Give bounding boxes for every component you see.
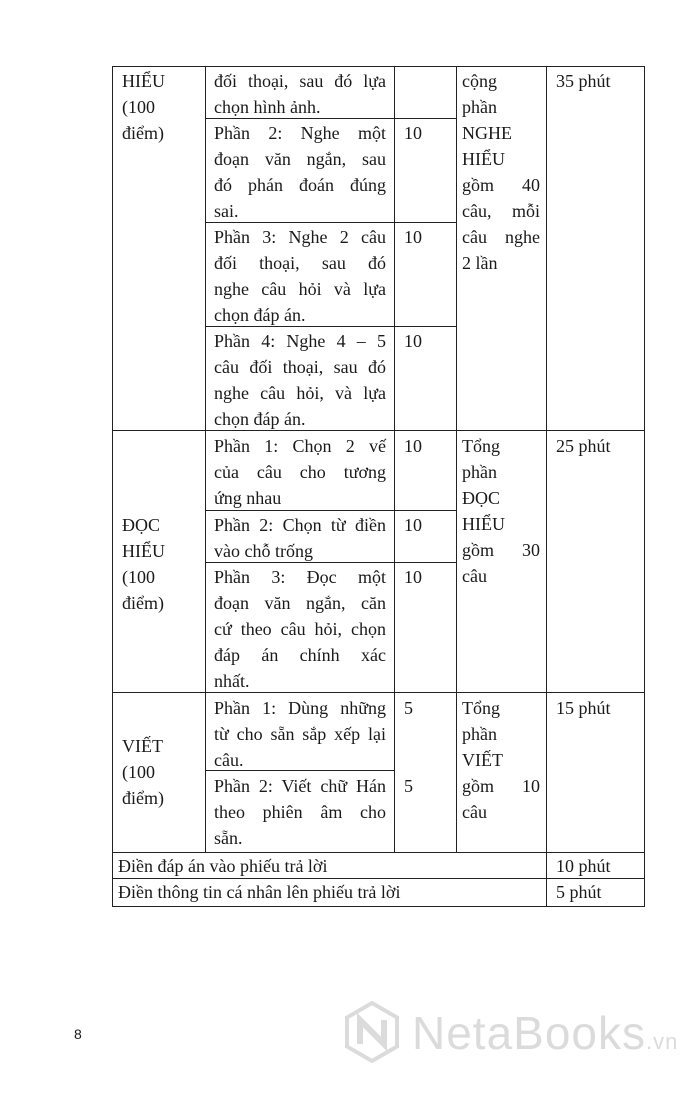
section-time: 25 phút — [556, 436, 611, 456]
extra-row-time: 5 phút — [556, 882, 602, 902]
section-time: 35 phút — [556, 71, 611, 91]
part-description: Phần 1: Dùng những từ cho sẵn sắp xếp lại câu. — [214, 698, 386, 770]
section-total: Tổng phần ĐỌC HIỂU gồm 30 câu — [462, 436, 540, 586]
column-divider — [205, 66, 206, 852]
part-description: Phần 4: Nghe 4 – 5 câu đối thoại, sau đó nghe câu hỏi, và lựa chọn đáp án. — [214, 331, 386, 429]
section-total: Tổng phần VIẾT gồm 10 câu — [462, 698, 540, 822]
part-description: Phần 2: Viết chữ Hán theo phiên âm cho sẵn. — [214, 776, 386, 848]
part-description: Phần 1: Chọn 2 vế của câu cho tương ứng nhau — [214, 436, 386, 508]
watermark-suffix: .vn — [646, 1029, 679, 1054]
netabooks-logo-icon — [340, 1000, 404, 1064]
question-count: 10 — [404, 436, 422, 456]
column-divider — [546, 66, 547, 907]
watermark-text — [412, 1006, 678, 1060]
part-description: Phần 2: Nghe một đoạn văn ngắn, sau đó phán đoán đúng sai. — [214, 123, 386, 221]
section-name-listening: HIỂU (100 điểm) — [122, 71, 165, 143]
part-description: Phần 2: Chọn từ điền vào chỗ trống — [214, 515, 386, 561]
extra-row-label: Điền thông tin cá nhân lên phiếu trả lời — [118, 882, 401, 902]
column-divider — [456, 66, 457, 852]
question-count: 10 — [404, 123, 422, 143]
section-time: 15 phút — [556, 698, 611, 718]
part-description: Phần 3: Nghe 2 câu đối thoại, sau đó nghe câu hỏi và lựa chọn đáp án. — [214, 227, 386, 325]
question-count: 10 — [404, 567, 422, 587]
extra-row-time: 10 phút — [556, 856, 611, 876]
question-count: 5 — [404, 698, 413, 718]
question-count: 5 — [404, 776, 413, 796]
row-divider — [394, 118, 456, 119]
column-divider — [394, 66, 395, 852]
netabooks-watermark — [340, 1000, 680, 1070]
part-description: Phần 3: Đọc một đoạn văn ngắn, căn cứ theo câu hỏi, chọn đáp án chính xác nhất. — [214, 567, 386, 691]
section-name-writing: VIẾT (100 điểm) — [122, 736, 164, 808]
extra-row-label: Điền đáp án vào phiếu trả lời — [118, 856, 328, 876]
question-count: 10 — [404, 515, 422, 535]
part-description: đối thoại, sau đó lựa chọn hình ảnh. — [214, 71, 386, 117]
page-number: 8 — [74, 1026, 82, 1042]
watermark-brand: NetaBooks — [412, 1007, 647, 1059]
question-count: 10 — [404, 227, 422, 247]
question-count: 10 — [404, 331, 422, 351]
section-total: cộng phần NGHE HIỂU gồm 40 câu, mỗi câu nghe 2 lần — [462, 71, 540, 273]
section-name-reading: ĐỌC HIỂU (100 điểm) — [122, 515, 165, 613]
